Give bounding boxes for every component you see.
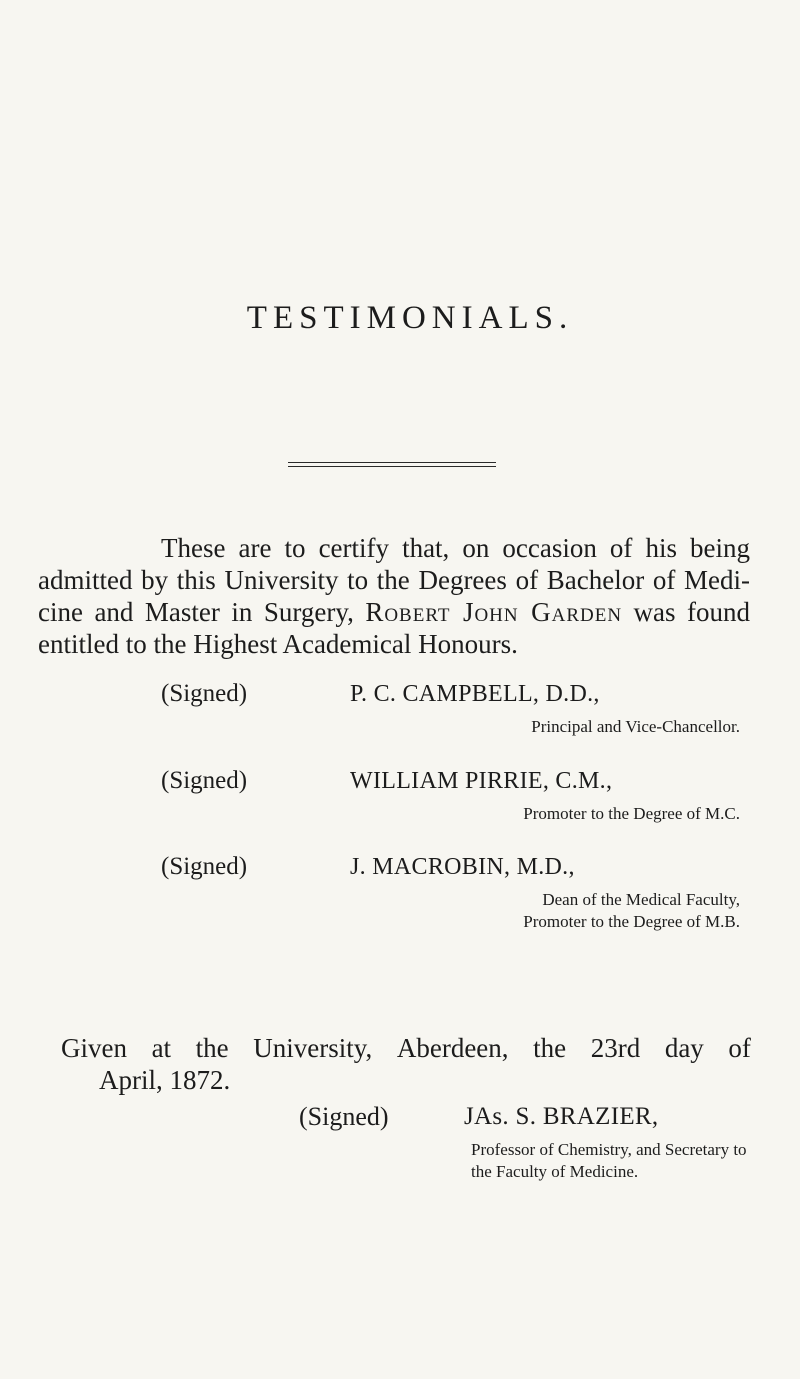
given-word: the: [533, 1033, 567, 1063]
page-title: TESTIMONIALS.: [246, 300, 574, 336]
signatory-name-3: J. MACROBIN, M.D.,: [350, 854, 575, 880]
signed-label-final: (Signed): [299, 1102, 389, 1131]
signatory-role-2: Promoter to the Degree of M.C.: [523, 804, 740, 823]
given-statement: [61, 1032, 751, 1096]
signatory-role-3: [523, 889, 740, 933]
signatory-name-2: WILLIAM PIRRIE, C.M.,: [350, 768, 613, 794]
given-word: the: [195, 1033, 229, 1063]
signatory-role-final-line-2: the Faculty of Medicine.: [471, 1162, 639, 1181]
given-word: Aberdeen,: [396, 1033, 509, 1063]
given-line-1: [61, 1032, 751, 1064]
candidate-name: Robert John Garden: [365, 597, 623, 627]
given-word: Given: [61, 1033, 127, 1063]
signed-label-1: (Signed): [161, 680, 248, 707]
rule-line-bottom: [288, 466, 496, 467]
signatory-role-final: [471, 1139, 747, 1183]
certification-paragraph: [38, 532, 750, 660]
given-word: day: [664, 1033, 704, 1063]
signed-label-3: (Signed): [161, 853, 248, 880]
given-word: 23rd: [590, 1033, 641, 1063]
given-word: University,: [253, 1033, 373, 1063]
signatory-name-1: P. C. CAMPBELL, D.D.,: [350, 681, 600, 707]
paragraph-part-1: These are to certify that, on occasion of his being admitted by this University to the Degrees of Bachelor of Medi-cine and Master in Surgery,: [38, 533, 750, 627]
given-word: at: [151, 1033, 172, 1063]
paragraph-part-2: was found entitled to the Highest Academical Honours.: [38, 597, 751, 659]
signatory-role-3-line-1: Dean of the Medical Faculty,: [542, 890, 740, 909]
rule-line-top: [288, 462, 496, 463]
given-date: April, 1872.: [99, 1065, 231, 1095]
double-rule-divider: [288, 462, 496, 470]
given-word: of: [728, 1033, 751, 1063]
signatory-role-3-line-2: Promoter to the Degree of M.B.: [523, 912, 740, 931]
signed-label-2: (Signed): [161, 767, 248, 794]
signatory-name-final: JAs. S. BRAZIER,: [464, 1103, 659, 1130]
signatory-role-final-line-1: Professor of Chemistry, and Secretary to: [471, 1140, 747, 1159]
signatory-role-1: Principal and Vice-Chancellor.: [531, 717, 740, 736]
